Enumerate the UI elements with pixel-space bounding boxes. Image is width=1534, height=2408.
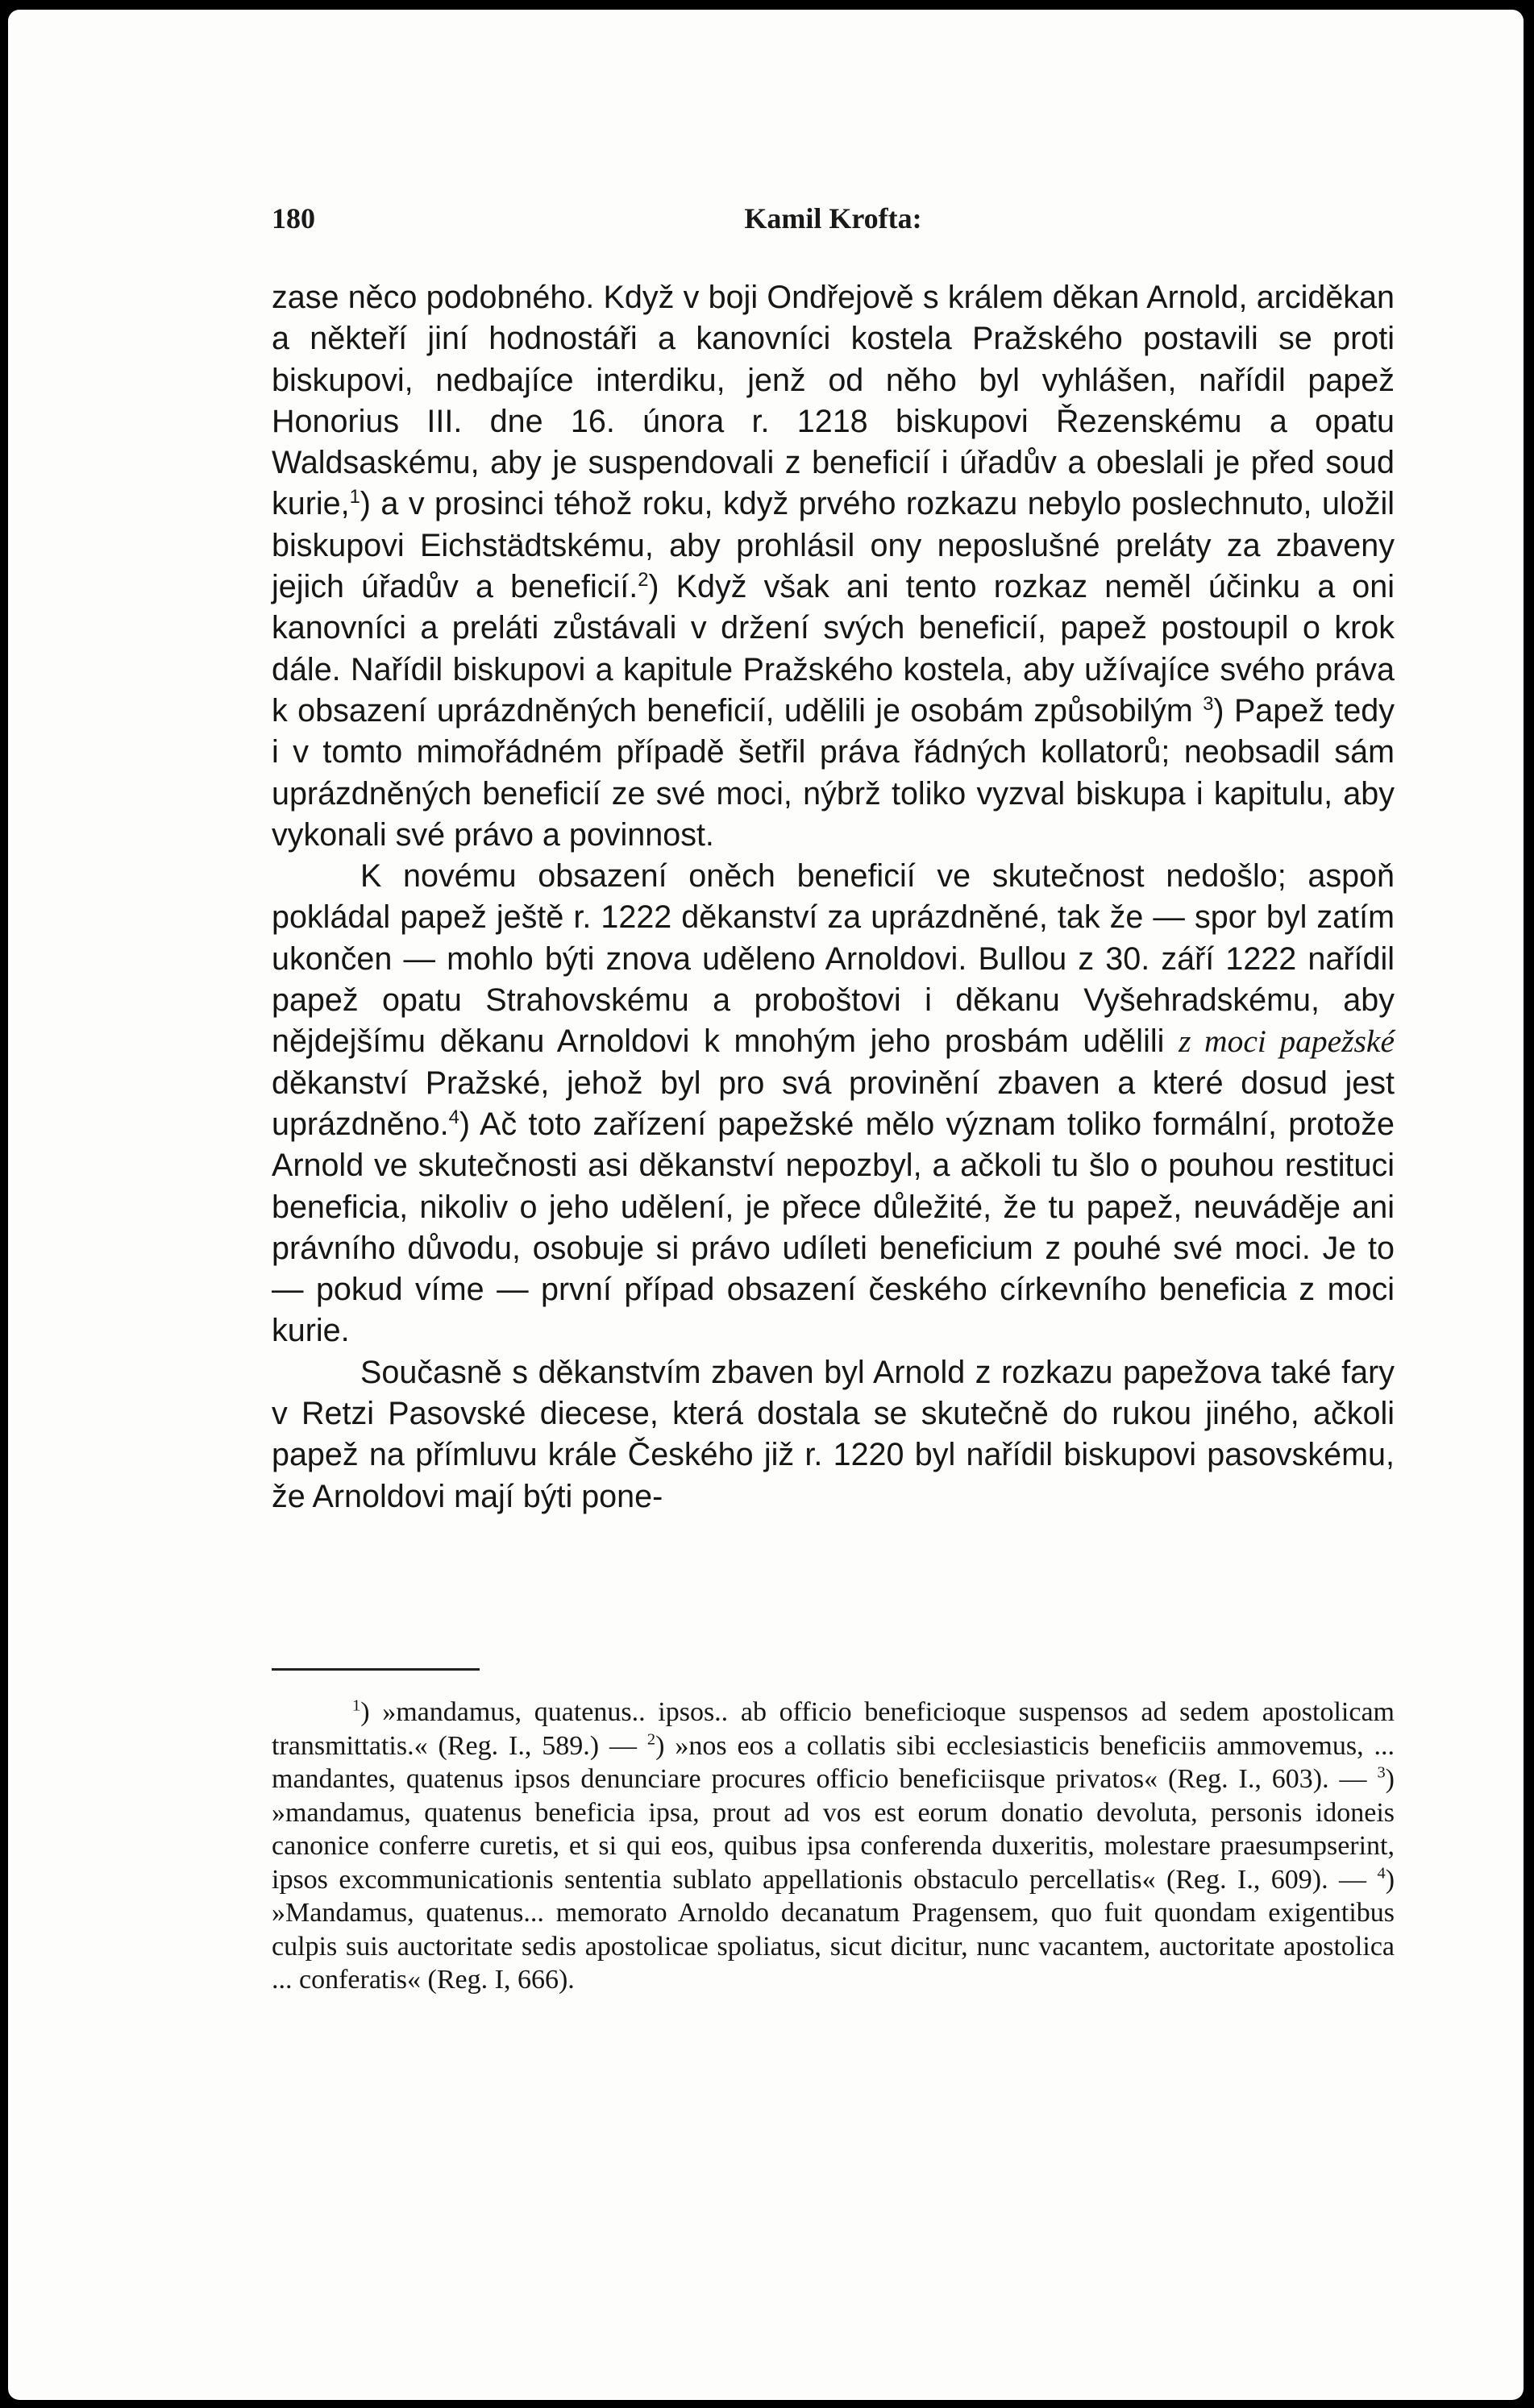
paragraph-2 xyxy=(272,856,1395,1352)
page-number: 180 xyxy=(272,202,315,235)
footnote-1: ) »mandamus, quatenus.. ipsos.. ab officio beneficioque suspensos ad sedem apostolicam transmittatis.« (Reg. I., 589.) — xyxy=(272,1697,1395,1761)
paragraph-1-part-b: ) a v prosinci téhož roku, když prvého rozkazu nebylo poslechnuto, uložil biskupovi Eichstädtskému, aby prohlásil ony neposlušné preláty za zbaveny jejich úřadův a beneficií. xyxy=(272,486,1395,605)
paragraph-2-part-a: K novému obsazení oněch beneficií ve skutečnost nedošlo; aspoň pokládal papež ještě r. 1222 děkanství za uprázdněné, tak že — spor byl zatím ukončen — mohlo býti znova uděleno Arnoldovi. Bullou z 30. září 1222 nařídil papež opatu Strahovskému a proboštovi i děkanu Vyšehradskému, aby nějdejšímu děkanu Arnoldovi k mnohým jeho prosbám udělili xyxy=(272,858,1395,1060)
footnote-ref-1: 1 xyxy=(349,487,360,509)
footnote-marker-4: 4 xyxy=(1377,1864,1386,1883)
footnote-ref-3: 3 xyxy=(1203,693,1214,715)
paragraph-2-italic-phrase: z moci papežské xyxy=(1179,1023,1395,1060)
paragraph-1-part-a: zase něco podobného. Když v boji Ondřejově s králem děkan Arnold, arciděkan a někteří jiní hodnostáři a kanovníci kostela Pražského postavili se proti biskupovi, nedbajíce interdiku, jenž od něho byl vyhlášen, nařídil papež Honorius III. dne 16. února r. 1218 biskupovi Řezenskému a opatu Waldsaskému, aby je suspendovali z beneficií i úřadův a obeslali je před soud kurie, xyxy=(272,280,1395,522)
footnote-2: ) »nos eos a collatis sibi ecclesiasticis beneficiis ammovemus, ... mandantes, quatenus ipsos denunciare procures officio beneficiisque privatos« (Reg. I., 603). — xyxy=(272,1730,1395,1794)
paragraph-1 xyxy=(272,277,1395,856)
footnote-marker-2: 2 xyxy=(646,1730,656,1749)
footnotes-text xyxy=(272,1696,1395,1997)
footnote-ref-4: 4 xyxy=(448,1106,459,1128)
paragraph-1-part-d: ) Papež tedy i v tomto mimořádném případě šetřil práva řádných kollatorů; neobsadil sám uprázdněných beneficií ze své moci, nýbrž toliko vyzval biskupa i kapitulu, aby vykonali své právo a povinnost. xyxy=(272,692,1395,853)
footnote-3: ) »mandamus, quatenus beneficia ipsa, prout ad vos est eorum donatio devoluta, personis idoneis canonice conferre curetis, et si qui eos, quibus ipsa conferenda duxeritis, molestare praesumpserint, ipsos excommunicationis sententia sublato appellationis obstaculo percellatis« (Reg. I., 609). — xyxy=(272,1764,1395,1895)
paragraph-2-part-c: ) Ač toto zařízení papežské mělo význam toliko formální, protože Arnold ve skutečnosti asi děkanství nepozbyl, a ačkoli tu šlo o pouhou restituci beneficia, nikoliv o jeho udělení, je přece důležité, že tu papež, neuváděje ani právního důvodu, osobuje si právo udíleti beneficium z pouhé své moci. Je to — pokud víme — první případ obsazení českého církevního beneficia z moci kurie. xyxy=(272,1106,1395,1349)
footnote-divider xyxy=(272,1668,480,1671)
running-title: Kamil Krofta: xyxy=(744,202,922,235)
paragraph-1-part-c: ) Když však ani tento rozkaz neměl účinku a oni kanovníci a preláti zůstávali v držení svých beneficií, papež postoupil o krok dále. Nařídil biskupovi a kapitule Pražského kostela, aby užívajíce svého práva k obsazení uprázdněných beneficií, udělili je osobám způsobilým xyxy=(272,569,1395,729)
footnote-ref-2: 2 xyxy=(638,569,649,591)
page-header xyxy=(272,201,1395,242)
footnotes xyxy=(272,1696,1395,1997)
paragraph-2-part-b: děkanství Pražské, jehož byl pro svá provinění zbaven a které dosud jest uprázdněno. xyxy=(272,1065,1395,1142)
body-text xyxy=(272,277,1395,1517)
paragraph-3 xyxy=(272,1352,1395,1517)
footnote-marker-1: 1 xyxy=(352,1696,361,1715)
paragraph-3-part-a: Současně s děkanstvím zbaven byl Arnold z rozkazu papežova také fary v Retzi Pasovské diecese, která dostala se skutečně do rukou jiného, ačkoli papež na přímluvu krále Českého již r. 1220 byl nařídil biskupovi pasovskému, že Arnoldovi mají býti pone- xyxy=(272,1354,1395,1514)
footnote-marker-3: 3 xyxy=(1377,1763,1386,1782)
book-page xyxy=(8,10,1524,2400)
footnote-4: ) »Mandamus, quatenus... memorato Arnoldo decanatum Pragensem, quo fuit quondam exigentibus culpis suis auctoritate sedis apostolicae spoliatus, sicut dicitur, nunc vacantem, auctoritate apostolica ... conferatis« (Reg. I, 666). xyxy=(272,1864,1395,1995)
